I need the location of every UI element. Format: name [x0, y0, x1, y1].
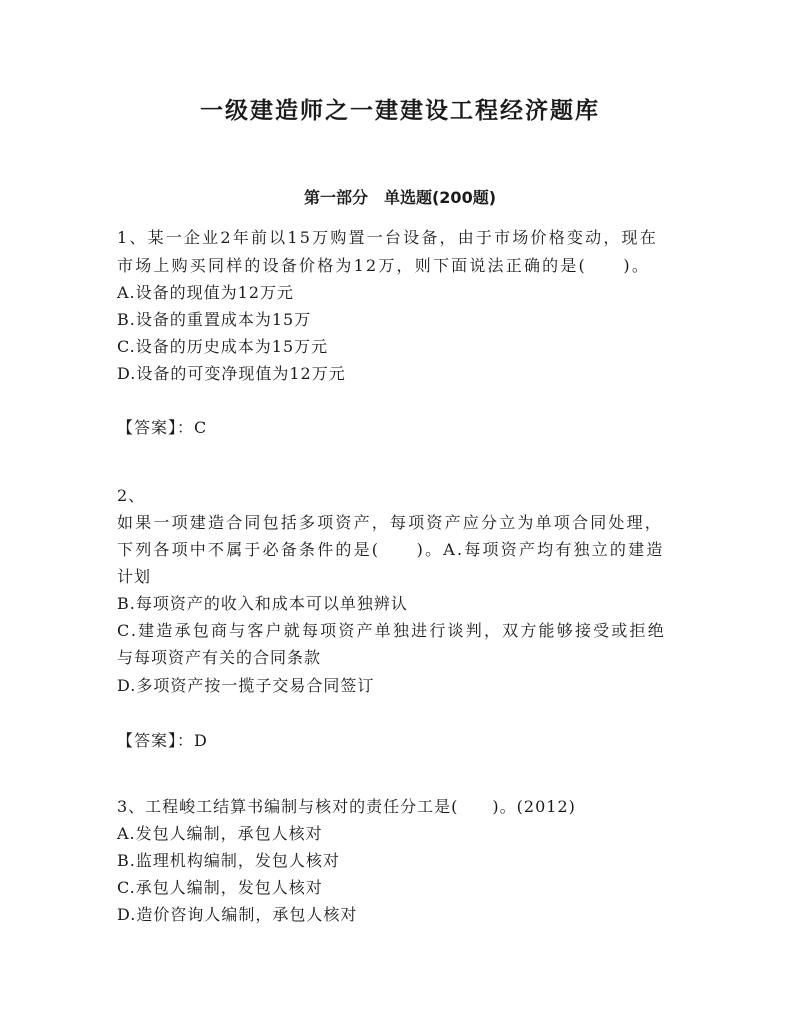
- q2-option-c-line-2: 与每项资产有关的合同条款: [117, 648, 322, 667]
- q2-stem-line-3: 下列各项中不属于必备条件的是( )。A.每项资产均有独立的建造: [117, 540, 665, 559]
- q3-option-b: B.监理机构编制，发包人核对: [117, 851, 340, 870]
- document-title: 一级建造师之一建建设工程经济题库: [200, 97, 600, 124]
- q2-stem-line-4: 计划: [117, 567, 152, 586]
- q2-answer: 【答案】：D: [117, 731, 208, 750]
- q1-stem-line-1: 1、某一企业2年前以15万购置一台设备，由于市场价格变动，现在: [117, 228, 658, 247]
- q2-stem-line-2: 如果一项建造合同包括多项资产，每项资产应分立为单项合同处理，: [117, 513, 664, 532]
- q3-option-d: D.造价咨询人编制，承包人核对: [117, 905, 358, 924]
- q1-stem-line-2: 市场上购买同样的设备价格为12万，则下面说法正确的是( )。: [117, 256, 651, 275]
- q1-option-c: C.设备的历史成本为15万元: [117, 337, 329, 356]
- q2-option-b: B.每项资产的收入和成本可以单独辨认: [117, 594, 408, 613]
- section-heading: 第一部分 单选题(200题): [303, 188, 497, 207]
- q1-option-d: D.设备的可变净现值为12万元: [117, 364, 346, 383]
- q3-stem-line-1: 3、工程峻工结算书编制与核对的责任分工是( )。(2012): [117, 797, 576, 816]
- q1-option-b: B.设备的重置成本为15万: [117, 310, 312, 329]
- q3-option-a: A.发包人编制，承包人核对: [117, 824, 323, 843]
- q2-option-c-line-1: C.建造承包商与客户就每项资产单独进行谈判，双方能够接受或拒绝: [117, 621, 666, 640]
- q1-answer: 【答案】：C: [117, 418, 208, 437]
- q2-stem-line-1: 2、: [117, 486, 146, 505]
- q3-option-c: C.承包人编制，发包人核对: [117, 878, 323, 897]
- q2-option-d: D.多项资产按一揽子交易合同签订: [117, 676, 375, 695]
- q1-option-a: A.设备的现值为12万元: [117, 283, 295, 302]
